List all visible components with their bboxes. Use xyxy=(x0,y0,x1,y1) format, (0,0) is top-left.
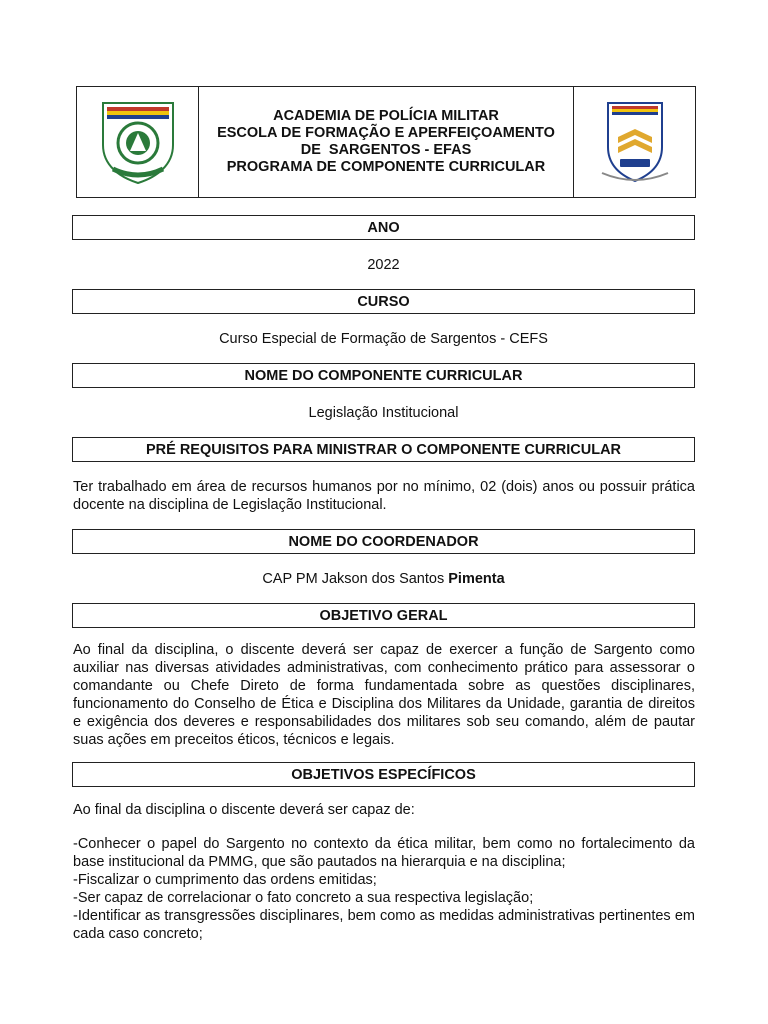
curso-value: Curso Especial de Formação de Sargentos - CEFS xyxy=(219,331,548,347)
header-title-line: PROGRAMA DE COMPONENTE CURRICULAR xyxy=(226,159,546,175)
left-logo-cell xyxy=(77,87,199,197)
curso-heading-bar xyxy=(72,289,695,314)
objetivos-especificos-heading-bar xyxy=(72,762,695,787)
ano-heading-bar xyxy=(72,215,695,240)
coordenador-name xyxy=(72,570,695,588)
objetivo-geral-heading: OBJETIVO GERAL xyxy=(319,607,448,624)
efas-shield-icon xyxy=(594,99,676,185)
header-title-line: DE SARGENTOS - EFAS xyxy=(300,142,472,158)
componente-heading-bar xyxy=(72,363,695,388)
list-item: -Identificar as transgressões disciplinares, bem como as medidas administrativas pertinentes em cada caso concreto; xyxy=(73,908,695,942)
coordenador-name-prefix: CAP PM Jakson dos Santos xyxy=(262,571,449,587)
prerequisitos-heading: PRÉ REQUISITOS PARA MINISTRAR O COMPONENTE CURRICULAR xyxy=(145,441,622,458)
header-title-line: ESCOLA DE FORMAÇÃO E APERFEIÇOAMENTO xyxy=(217,125,555,141)
policia-militar-academy-crest-icon xyxy=(97,99,179,185)
document-header xyxy=(76,86,696,198)
prerequisitos-text: Ter trabalhado em área de recursos humanos por no mínimo, 02 (dois) anos ou possuir prática docente na disciplina de Legislação Institucional. xyxy=(73,479,695,513)
componente-heading: NOME DO COMPONENTE CURRICULAR xyxy=(244,367,523,384)
objetivos-especificos-heading: OBJETIVOS ESPECÍFICOS xyxy=(291,766,476,783)
list-item: -Fiscalizar o cumprimento das ordens emitidas; xyxy=(73,872,377,888)
curso-heading: CURSO xyxy=(357,293,410,310)
objetivos-especificos-intro: Ao final da disciplina o discente deverá ser capaz de: xyxy=(73,802,415,818)
objetivos-especificos-list xyxy=(73,835,695,943)
coordenador-name-bold: Pimenta xyxy=(448,571,505,587)
list-item: -Conhecer o papel do Sargento no contexto da ética militar, bem como no fortalecimento da base institucional da PMMG, que são pautados na hierarquia e na disciplina; xyxy=(73,836,695,870)
objetivo-geral-heading-bar xyxy=(72,603,695,628)
coordenador-heading-bar xyxy=(72,529,695,554)
objetivo-geral-text: Ao final da disciplina, o discente deverá ser capaz de exercer a função de Sargento como auxiliar nas diversas atividades administrativas, com conhecimento prático para assessorar o comandante ou Chefe Direto de forma fundamentada sobre as questões disciplinares, funcionamento do Conselho de Ética e Disciplina dos Militares da Unidade, garantia de direitos e exigência dos deveres e responsabilidades dos militares sob seu comando, além de pautar suas ações em preceitos éticos, técnicos e legais. xyxy=(73,642,695,748)
list-item: -Ser capaz de correlacionar o fato concreto a sua respectiva legislação; xyxy=(73,890,534,906)
componente-value: Legislação Institucional xyxy=(308,405,459,421)
ano-heading: ANO xyxy=(367,219,400,236)
coordenador-heading: NOME DO COORDENADOR xyxy=(288,533,479,550)
prerequisitos-heading-bar xyxy=(72,437,695,462)
ano-value: 2022 xyxy=(367,257,400,273)
header-title xyxy=(199,87,573,197)
right-logo-cell xyxy=(573,87,695,197)
header-title-line: ACADEMIA DE POLÍCIA MILITAR xyxy=(273,108,499,124)
